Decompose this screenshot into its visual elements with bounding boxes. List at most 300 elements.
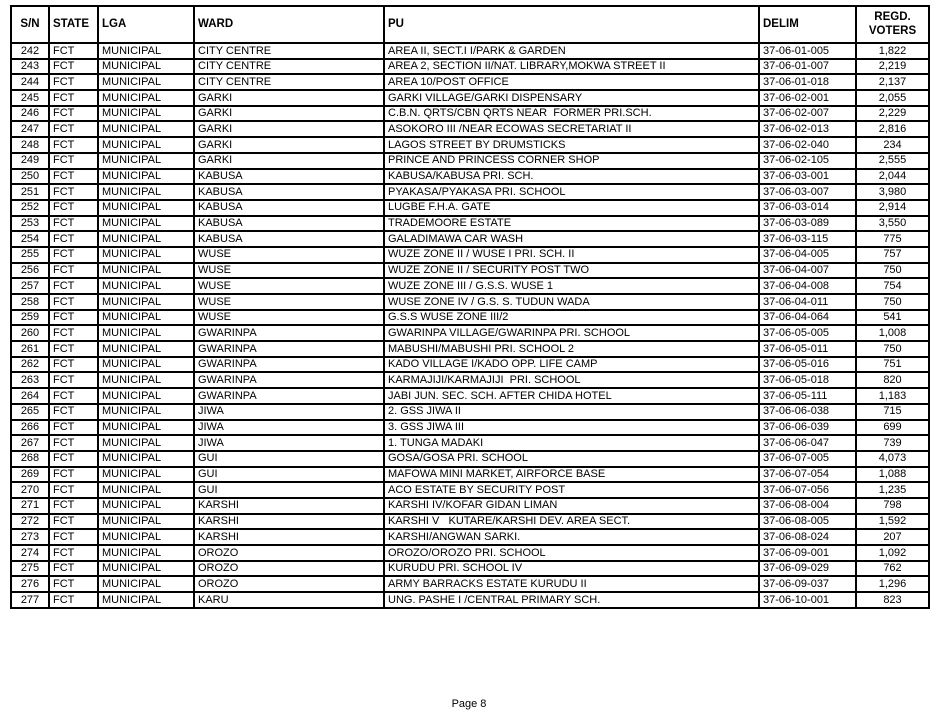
cell-sn: 269	[11, 467, 49, 483]
column-header-sn: S/N	[11, 6, 49, 43]
cell-lga: MUNICIPAL	[98, 341, 194, 357]
cell-ward: GARKI	[194, 90, 384, 106]
cell-state: FCT	[49, 561, 98, 577]
cell-regd_voters: 1,822	[856, 43, 929, 59]
cell-sn: 247	[11, 121, 49, 137]
cell-pu: PRINCE AND PRINCESS CORNER SHOP	[384, 153, 759, 169]
cell-regd_voters: 2,229	[856, 106, 929, 122]
cell-lga: MUNICIPAL	[98, 592, 194, 608]
cell-state: FCT	[49, 592, 98, 608]
cell-lga: MUNICIPAL	[98, 43, 194, 59]
cell-lga: MUNICIPAL	[98, 294, 194, 310]
cell-state: FCT	[49, 372, 98, 388]
cell-sn: 255	[11, 247, 49, 263]
cell-state: FCT	[49, 404, 98, 420]
cell-delim: 37-06-02-013	[759, 121, 856, 137]
cell-ward: KARSHI	[194, 529, 384, 545]
column-header-lga: LGA	[98, 6, 194, 43]
cell-state: FCT	[49, 341, 98, 357]
cell-ward: GUI	[194, 482, 384, 498]
cell-ward: WUSE	[194, 247, 384, 263]
cell-ward: OROZO	[194, 561, 384, 577]
cell-ward: GWARINPA	[194, 325, 384, 341]
cell-delim: 37-06-10-001	[759, 592, 856, 608]
cell-pu: GALADIMAWA CAR WASH	[384, 231, 759, 247]
cell-delim: 37-06-04-011	[759, 294, 856, 310]
cell-lga: MUNICIPAL	[98, 388, 194, 404]
cell-sn: 258	[11, 294, 49, 310]
cell-state: FCT	[49, 482, 98, 498]
cell-delim: 37-06-05-111	[759, 388, 856, 404]
cell-sn: 250	[11, 169, 49, 185]
cell-delim: 37-06-07-054	[759, 467, 856, 483]
cell-ward: JIWA	[194, 435, 384, 451]
table-row	[11, 74, 929, 90]
table-body	[11, 43, 929, 608]
cell-sn: 252	[11, 200, 49, 216]
cell-pu: WUZE ZONE II / WUSE I PRI. SCH. II	[384, 247, 759, 263]
table-row	[11, 121, 929, 137]
cell-state: FCT	[49, 106, 98, 122]
cell-lga: MUNICIPAL	[98, 153, 194, 169]
table-row	[11, 137, 929, 153]
cell-delim: 37-06-06-038	[759, 404, 856, 420]
cell-state: FCT	[49, 74, 98, 90]
cell-pu: GARKI VILLAGE/GARKI DISPENSARY	[384, 90, 759, 106]
table-row	[11, 106, 929, 122]
cell-pu: WUSE ZONE IV / G.S. S. TUDUN WADA	[384, 294, 759, 310]
cell-lga: MUNICIPAL	[98, 247, 194, 263]
cell-ward: KARSHI	[194, 514, 384, 530]
cell-delim: 37-06-01-007	[759, 59, 856, 75]
cell-delim: 37-06-01-005	[759, 43, 856, 59]
table-row	[11, 372, 929, 388]
cell-lga: MUNICIPAL	[98, 357, 194, 373]
cell-state: FCT	[49, 435, 98, 451]
cell-state: FCT	[49, 59, 98, 75]
cell-ward: GWARINPA	[194, 357, 384, 373]
cell-ward: CITY CENTRE	[194, 74, 384, 90]
cell-ward: GWARINPA	[194, 372, 384, 388]
table-row	[11, 592, 929, 608]
cell-sn: 244	[11, 74, 49, 90]
cell-regd_voters: 3,550	[856, 216, 929, 232]
cell-regd_voters: 823	[856, 592, 929, 608]
cell-pu: AREA 2, SECTION II/NAT. LIBRARY,MOKWA STREET II	[384, 59, 759, 75]
cell-lga: MUNICIPAL	[98, 184, 194, 200]
cell-state: FCT	[49, 514, 98, 530]
cell-regd_voters: 2,914	[856, 200, 929, 216]
table-row	[11, 467, 929, 483]
cell-delim: 37-06-02-040	[759, 137, 856, 153]
cell-state: FCT	[49, 278, 98, 294]
cell-pu: ASOKORO III /NEAR ECOWAS SECRETARIAT II	[384, 121, 759, 137]
cell-lga: MUNICIPAL	[98, 263, 194, 279]
cell-regd_voters: 1,183	[856, 388, 929, 404]
table-row	[11, 482, 929, 498]
cell-delim: 37-06-06-039	[759, 420, 856, 436]
cell-ward: GWARINPA	[194, 341, 384, 357]
cell-regd_voters: 754	[856, 278, 929, 294]
table-row	[11, 216, 929, 232]
cell-delim: 37-06-05-016	[759, 357, 856, 373]
cell-sn: 272	[11, 514, 49, 530]
table-row	[11, 420, 929, 436]
cell-ward: OROZO	[194, 576, 384, 592]
cell-ward: WUSE	[194, 278, 384, 294]
cell-pu: KURUDU PRI. SCHOOL IV	[384, 561, 759, 577]
table-row	[11, 514, 929, 530]
table-row	[11, 435, 929, 451]
cell-ward: GUI	[194, 467, 384, 483]
cell-sn: 261	[11, 341, 49, 357]
cell-ward: WUSE	[194, 263, 384, 279]
cell-lga: MUNICIPAL	[98, 231, 194, 247]
cell-sn: 253	[11, 216, 49, 232]
cell-pu: KADO VILLAGE I/KADO OPP. LIFE CAMP	[384, 357, 759, 373]
cell-lga: MUNICIPAL	[98, 451, 194, 467]
cell-pu: AREA 10/POST OFFICE	[384, 74, 759, 90]
cell-delim: 37-06-09-029	[759, 561, 856, 577]
cell-delim: 37-06-08-005	[759, 514, 856, 530]
cell-sn: 262	[11, 357, 49, 373]
cell-pu: KARMAJIJI/KARMAJIJI PRI. SCHOOL	[384, 372, 759, 388]
cell-state: FCT	[49, 498, 98, 514]
cell-lga: MUNICIPAL	[98, 74, 194, 90]
column-header-state: STATE	[49, 6, 98, 43]
cell-sn: 259	[11, 310, 49, 326]
cell-regd_voters: 739	[856, 435, 929, 451]
cell-pu: ARMY BARRACKS ESTATE KURUDU II	[384, 576, 759, 592]
cell-ward: GARKI	[194, 121, 384, 137]
cell-regd_voters: 751	[856, 357, 929, 373]
cell-sn: 266	[11, 420, 49, 436]
cell-sn: 260	[11, 325, 49, 341]
cell-regd_voters: 1,592	[856, 514, 929, 530]
cell-sn: 276	[11, 576, 49, 592]
cell-regd_voters: 699	[856, 420, 929, 436]
cell-ward: GARKI	[194, 106, 384, 122]
cell-state: FCT	[49, 310, 98, 326]
cell-pu: JABI JUN. SEC. SCH. AFTER CHIDA HOTEL	[384, 388, 759, 404]
cell-regd_voters: 1,008	[856, 325, 929, 341]
table-row	[11, 529, 929, 545]
cell-ward: JIWA	[194, 420, 384, 436]
table-row	[11, 341, 929, 357]
cell-lga: MUNICIPAL	[98, 545, 194, 561]
cell-ward: GARKI	[194, 137, 384, 153]
table-row	[11, 576, 929, 592]
cell-sn: 245	[11, 90, 49, 106]
table-row	[11, 545, 929, 561]
cell-regd_voters: 2,137	[856, 74, 929, 90]
table-row	[11, 59, 929, 75]
cell-ward: GARKI	[194, 153, 384, 169]
cell-regd_voters: 798	[856, 498, 929, 514]
cell-pu: LAGOS STREET BY DRUMSTICKS	[384, 137, 759, 153]
cell-sn: 254	[11, 231, 49, 247]
table-row	[11, 498, 929, 514]
cell-sn: 267	[11, 435, 49, 451]
table-row	[11, 294, 929, 310]
cell-regd_voters: 750	[856, 341, 929, 357]
table-row	[11, 153, 929, 169]
cell-state: FCT	[49, 529, 98, 545]
cell-delim: 37-06-05-005	[759, 325, 856, 341]
cell-sn: 257	[11, 278, 49, 294]
cell-pu: LUGBE F.H.A. GATE	[384, 200, 759, 216]
cell-sn: 270	[11, 482, 49, 498]
cell-sn: 271	[11, 498, 49, 514]
cell-ward: JIWA	[194, 404, 384, 420]
cell-state: FCT	[49, 216, 98, 232]
table-row	[11, 357, 929, 373]
cell-sn: 264	[11, 388, 49, 404]
cell-regd_voters: 234	[856, 137, 929, 153]
cell-delim: 37-06-03-115	[759, 231, 856, 247]
cell-pu: GWARINPA VILLAGE/GWARINPA PRI. SCHOOL	[384, 325, 759, 341]
table-row	[11, 43, 929, 59]
cell-ward: KABUSA	[194, 200, 384, 216]
cell-sn: 242	[11, 43, 49, 59]
header-row	[11, 6, 929, 43]
cell-state: FCT	[49, 545, 98, 561]
cell-ward: OROZO	[194, 545, 384, 561]
cell-state: FCT	[49, 420, 98, 436]
cell-regd_voters: 715	[856, 404, 929, 420]
cell-sn: 268	[11, 451, 49, 467]
cell-lga: MUNICIPAL	[98, 482, 194, 498]
cell-delim: 37-06-03-014	[759, 200, 856, 216]
cell-pu: 2. GSS JIWA II	[384, 404, 759, 420]
cell-delim: 37-06-04-008	[759, 278, 856, 294]
cell-pu: KARSHI/ANGWAN SARKI.	[384, 529, 759, 545]
cell-lga: MUNICIPAL	[98, 514, 194, 530]
cell-delim: 37-06-07-056	[759, 482, 856, 498]
cell-regd_voters: 762	[856, 561, 929, 577]
cell-delim: 37-06-04-005	[759, 247, 856, 263]
cell-sn: 277	[11, 592, 49, 608]
cell-pu: OROZO/OROZO PRI. SCHOOL	[384, 545, 759, 561]
cell-state: FCT	[49, 325, 98, 341]
cell-ward: KABUSA	[194, 184, 384, 200]
cell-regd_voters: 1,088	[856, 467, 929, 483]
table-row	[11, 278, 929, 294]
cell-lga: MUNICIPAL	[98, 467, 194, 483]
cell-regd_voters: 2,219	[856, 59, 929, 75]
cell-regd_voters: 2,044	[856, 169, 929, 185]
cell-pu: PYAKASA/PYAKASA PRI. SCHOOL	[384, 184, 759, 200]
cell-ward: CITY CENTRE	[194, 43, 384, 59]
cell-regd_voters: 1,235	[856, 482, 929, 498]
cell-state: FCT	[49, 247, 98, 263]
cell-lga: MUNICIPAL	[98, 106, 194, 122]
cell-sn: 243	[11, 59, 49, 75]
cell-pu: GOSA/GOSA PRI. SCHOOL	[384, 451, 759, 467]
cell-lga: MUNICIPAL	[98, 325, 194, 341]
cell-lga: MUNICIPAL	[98, 435, 194, 451]
cell-sn: 263	[11, 372, 49, 388]
cell-lga: MUNICIPAL	[98, 278, 194, 294]
table-row	[11, 325, 929, 341]
cell-ward: KARU	[194, 592, 384, 608]
cell-lga: MUNICIPAL	[98, 498, 194, 514]
table-row	[11, 200, 929, 216]
cell-delim: 37-06-08-024	[759, 529, 856, 545]
cell-ward: WUSE	[194, 310, 384, 326]
cell-pu: G.S.S WUSE ZONE III/2	[384, 310, 759, 326]
cell-delim: 37-06-07-005	[759, 451, 856, 467]
cell-sn: 249	[11, 153, 49, 169]
cell-ward: KABUSA	[194, 231, 384, 247]
cell-state: FCT	[49, 294, 98, 310]
page-number-label: Page 8	[451, 698, 487, 710]
cell-pu: KARSHI V KUTARE/KARSHI DEV. AREA SECT.	[384, 514, 759, 530]
cell-state: FCT	[49, 137, 98, 153]
table-row	[11, 561, 929, 577]
cell-regd_voters: 2,816	[856, 121, 929, 137]
cell-ward: WUSE	[194, 294, 384, 310]
cell-delim: 37-06-05-011	[759, 341, 856, 357]
cell-state: FCT	[49, 169, 98, 185]
table-row	[11, 247, 929, 263]
cell-state: FCT	[49, 153, 98, 169]
table-header	[11, 6, 929, 43]
cell-pu: ACO ESTATE BY SECURITY POST	[384, 482, 759, 498]
cell-state: FCT	[49, 184, 98, 200]
table-row	[11, 169, 929, 185]
cell-regd_voters: 3,980	[856, 184, 929, 200]
cell-ward: GWARINPA	[194, 388, 384, 404]
cell-delim: 37-06-02-001	[759, 90, 856, 106]
cell-sn: 273	[11, 529, 49, 545]
cell-pu: MABUSHI/MABUSHI PRI. SCHOOL 2	[384, 341, 759, 357]
cell-ward: KARSHI	[194, 498, 384, 514]
cell-regd_voters: 541	[856, 310, 929, 326]
cell-lga: MUNICIPAL	[98, 90, 194, 106]
cell-sn: 246	[11, 106, 49, 122]
cell-state: FCT	[49, 388, 98, 404]
cell-delim: 37-06-06-047	[759, 435, 856, 451]
cell-delim: 37-06-02-105	[759, 153, 856, 169]
cell-ward: CITY CENTRE	[194, 59, 384, 75]
cell-lga: MUNICIPAL	[98, 561, 194, 577]
cell-regd_voters: 4,073	[856, 451, 929, 467]
table-row	[11, 263, 929, 279]
cell-lga: MUNICIPAL	[98, 420, 194, 436]
cell-lga: MUNICIPAL	[98, 216, 194, 232]
cell-lga: MUNICIPAL	[98, 404, 194, 420]
cell-state: FCT	[49, 200, 98, 216]
column-header-delim: DELIM	[759, 6, 856, 43]
cell-regd_voters: 750	[856, 294, 929, 310]
cell-pu: TRADEMOORE ESTATE	[384, 216, 759, 232]
table-row	[11, 184, 929, 200]
table-row	[11, 451, 929, 467]
cell-delim: 37-06-03-007	[759, 184, 856, 200]
cell-ward: GUI	[194, 451, 384, 467]
cell-delim: 37-06-09-037	[759, 576, 856, 592]
cell-pu: 3. GSS JIWA III	[384, 420, 759, 436]
cell-delim: 37-06-05-018	[759, 372, 856, 388]
cell-state: FCT	[49, 231, 98, 247]
cell-sn: 256	[11, 263, 49, 279]
cell-pu: WUZE ZONE III / G.S.S. WUSE 1	[384, 278, 759, 294]
cell-lga: MUNICIPAL	[98, 576, 194, 592]
cell-pu: C.B.N. QRTS/CBN QRTS NEAR FORMER PRI.SCH.	[384, 106, 759, 122]
cell-delim: 37-06-03-001	[759, 169, 856, 185]
cell-lga: MUNICIPAL	[98, 529, 194, 545]
cell-delim: 37-06-03-089	[759, 216, 856, 232]
polling-units-table	[10, 5, 930, 609]
cell-pu: AREA II, SECT.I I/PARK & GARDEN	[384, 43, 759, 59]
cell-lga: MUNICIPAL	[98, 372, 194, 388]
cell-pu: WUZE ZONE II / SECURITY POST TWO	[384, 263, 759, 279]
column-header-pu: PU	[384, 6, 759, 43]
table-row	[11, 404, 929, 420]
cell-pu: MAFOWA MINI MARKET, AIRFORCE BASE	[384, 467, 759, 483]
cell-lga: MUNICIPAL	[98, 310, 194, 326]
cell-lga: MUNICIPAL	[98, 169, 194, 185]
cell-delim: 37-06-09-001	[759, 545, 856, 561]
cell-regd_voters: 2,055	[856, 90, 929, 106]
cell-regd_voters: 1,296	[856, 576, 929, 592]
cell-state: FCT	[49, 43, 98, 59]
table-row	[11, 310, 929, 326]
cell-state: FCT	[49, 263, 98, 279]
table-row	[11, 388, 929, 404]
cell-sn: 275	[11, 561, 49, 577]
cell-regd_voters: 207	[856, 529, 929, 545]
cell-regd_voters: 757	[856, 247, 929, 263]
cell-regd_voters: 750	[856, 263, 929, 279]
cell-regd_voters: 1,092	[856, 545, 929, 561]
cell-lga: MUNICIPAL	[98, 200, 194, 216]
cell-regd_voters: 820	[856, 372, 929, 388]
column-header-regd-voters: REGD. VOTERS	[856, 6, 929, 43]
cell-delim: 37-06-08-004	[759, 498, 856, 514]
cell-sn: 248	[11, 137, 49, 153]
cell-state: FCT	[49, 451, 98, 467]
table-row	[11, 231, 929, 247]
cell-delim: 37-06-01-018	[759, 74, 856, 90]
cell-pu: KARSHI IV/KOFAR GIDAN LIMAN	[384, 498, 759, 514]
column-header-ward: WARD	[194, 6, 384, 43]
cell-delim: 37-06-04-064	[759, 310, 856, 326]
cell-state: FCT	[49, 576, 98, 592]
cell-ward: KABUSA	[194, 216, 384, 232]
cell-lga: MUNICIPAL	[98, 121, 194, 137]
cell-state: FCT	[49, 357, 98, 373]
cell-state: FCT	[49, 121, 98, 137]
cell-lga: MUNICIPAL	[98, 137, 194, 153]
cell-lga: MUNICIPAL	[98, 59, 194, 75]
cell-state: FCT	[49, 90, 98, 106]
cell-pu: 1. TUNGA MADAKI	[384, 435, 759, 451]
cell-regd_voters: 2,555	[856, 153, 929, 169]
cell-regd_voters: 775	[856, 231, 929, 247]
cell-ward: KABUSA	[194, 169, 384, 185]
cell-sn: 274	[11, 545, 49, 561]
cell-pu: UNG. PASHE I /CENTRAL PRIMARY SCH.	[384, 592, 759, 608]
cell-sn: 265	[11, 404, 49, 420]
cell-state: FCT	[49, 467, 98, 483]
cell-pu: KABUSA/KABUSA PRI. SCH.	[384, 169, 759, 185]
table-row	[11, 90, 929, 106]
cell-sn: 251	[11, 184, 49, 200]
cell-delim: 37-06-02-007	[759, 106, 856, 122]
cell-delim: 37-06-04-007	[759, 263, 856, 279]
